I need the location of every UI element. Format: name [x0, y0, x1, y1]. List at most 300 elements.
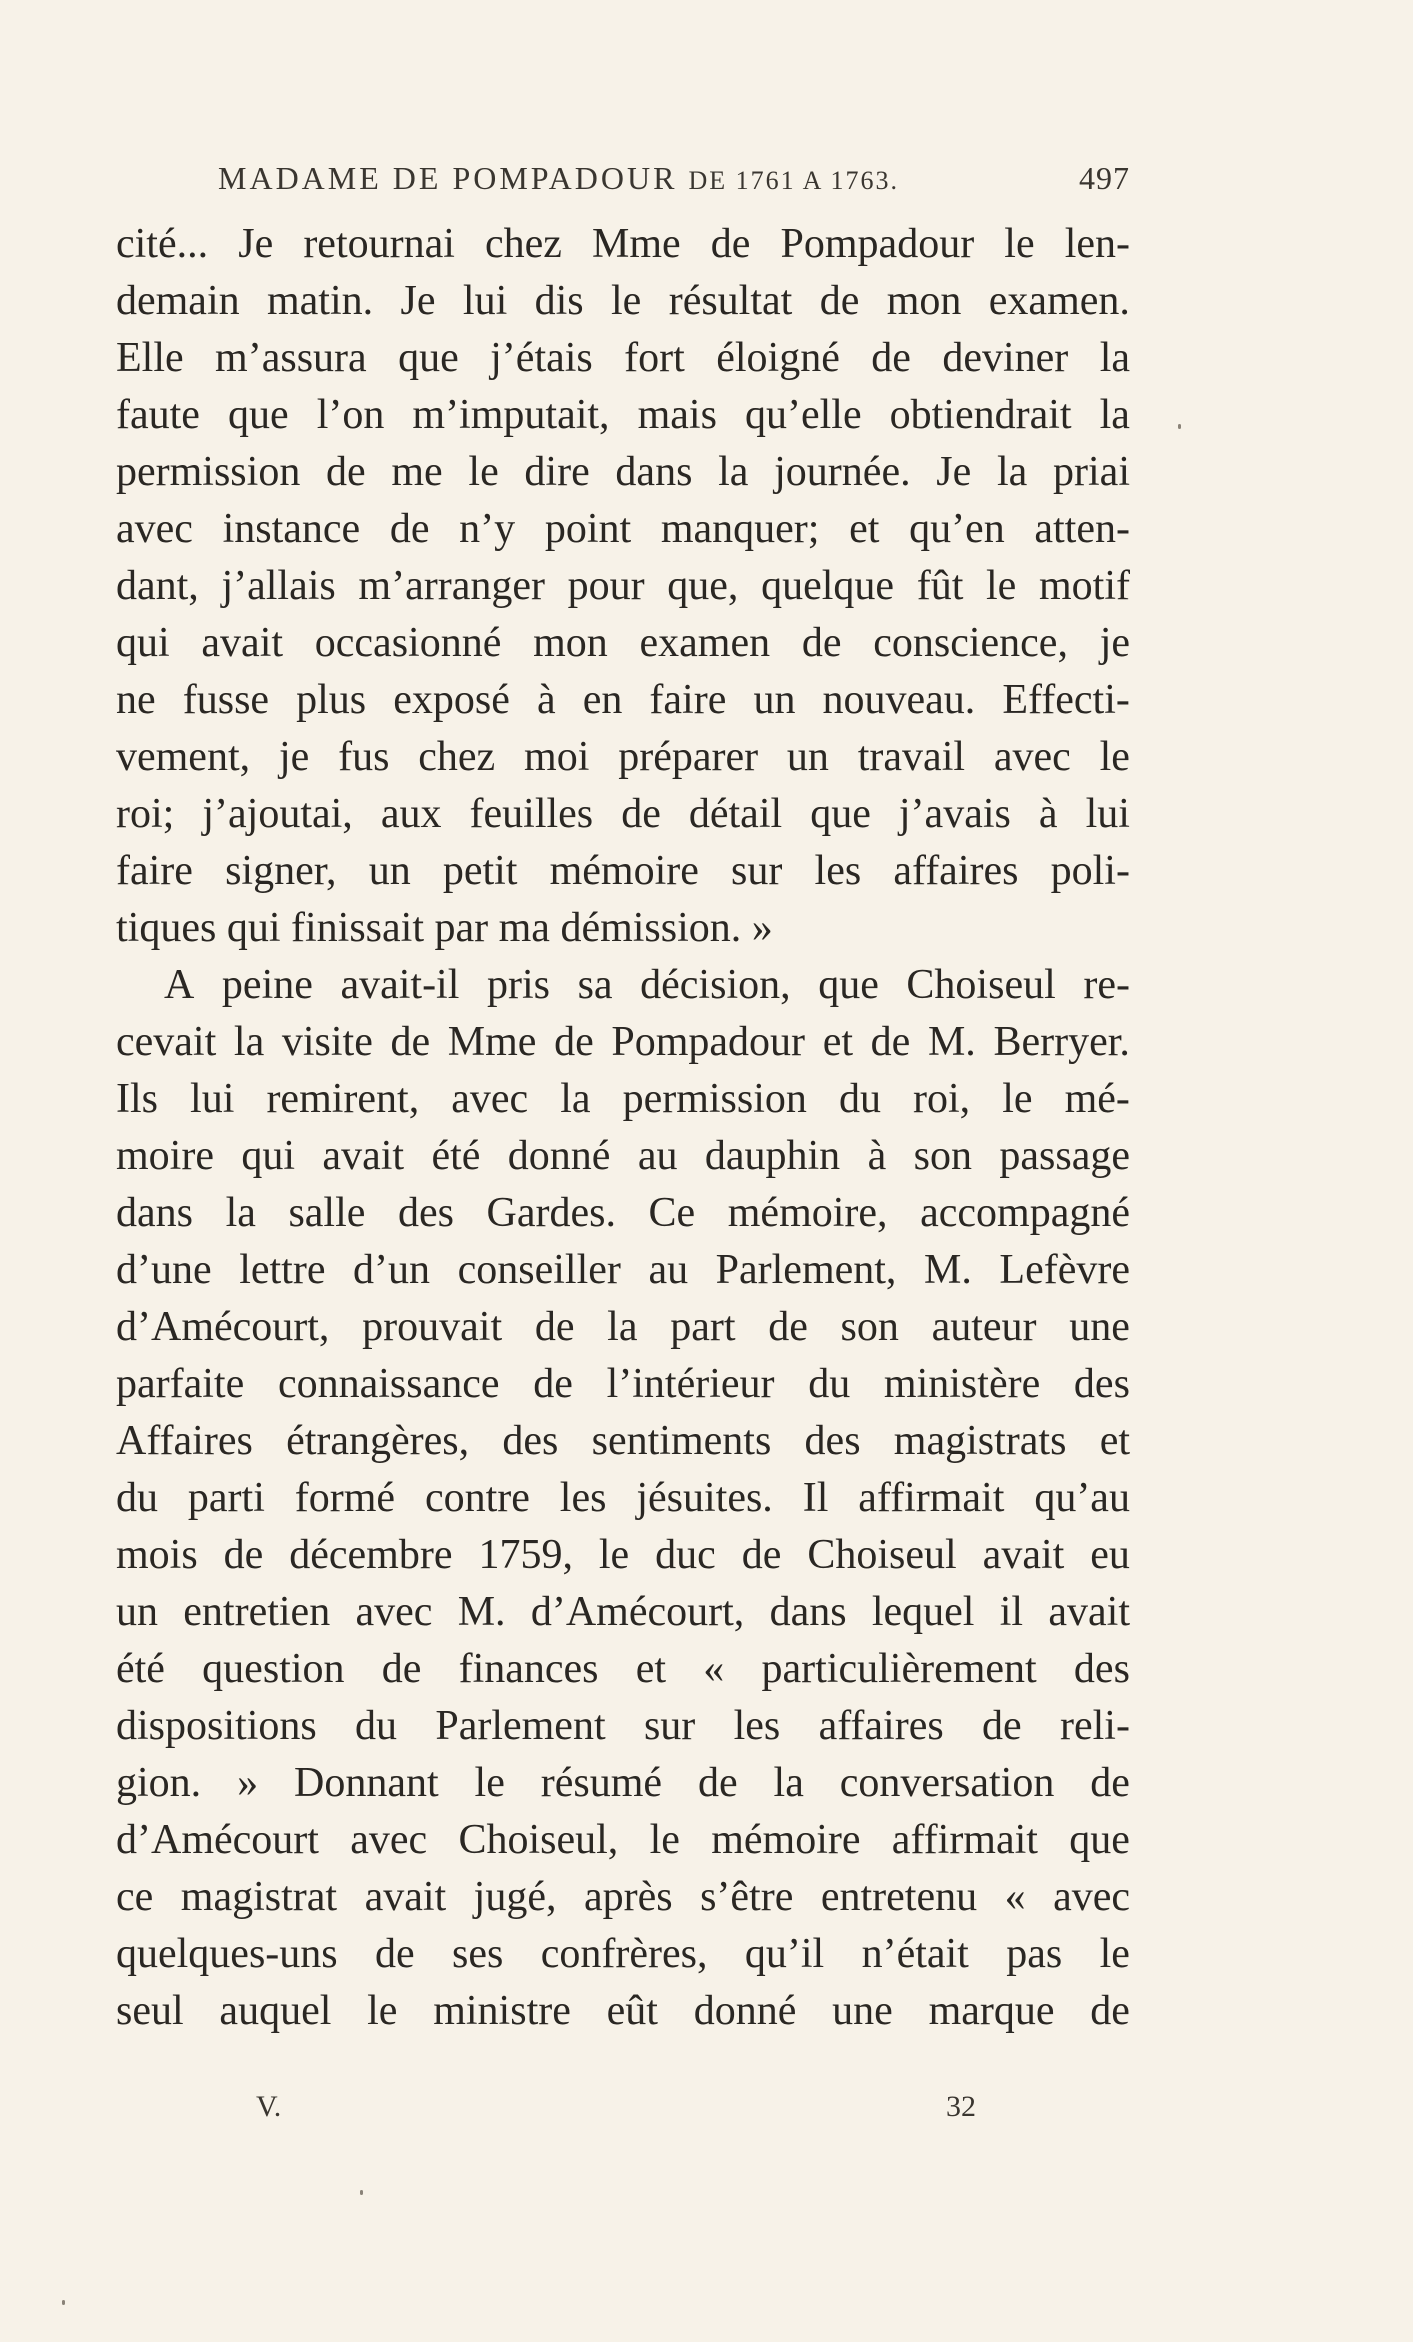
word: dis [534, 278, 584, 324]
word: pour [567, 563, 645, 609]
word: passage [999, 1133, 1130, 1179]
text-line [116, 1071, 1130, 1128]
word: faute [116, 392, 200, 438]
word: particulièrement [761, 1646, 1037, 1692]
word: la [997, 449, 1028, 495]
word: jésuites. [636, 1475, 773, 1521]
word: l’on [316, 392, 385, 438]
word: un [368, 848, 411, 894]
word: de [389, 506, 430, 552]
word: magistrat [180, 1874, 338, 1920]
text-line [116, 900, 1130, 957]
word: atten- [1034, 506, 1130, 552]
word: Parlement, [715, 1247, 897, 1293]
word: len- [1064, 221, 1130, 267]
word: ma [498, 905, 550, 951]
word: étrangères, [286, 1418, 470, 1464]
word: qu’au [1034, 1475, 1130, 1521]
word: avait-il [340, 962, 460, 1008]
word: mon [533, 620, 608, 666]
running-head-title [218, 160, 899, 197]
word: la [560, 1076, 591, 1122]
word: de [621, 791, 661, 837]
word: s’être [700, 1874, 794, 1920]
word: signer, [225, 848, 337, 894]
word: et [1099, 1418, 1130, 1464]
word: dans [116, 1190, 193, 1236]
word: une [832, 1988, 893, 2034]
word: manquer; [660, 506, 820, 552]
word: le [598, 1532, 630, 1578]
word: de [982, 1703, 1022, 1749]
word: affirmait [858, 1475, 1005, 1521]
word: au [648, 1247, 689, 1293]
running-head-title-main: MADAME DE POMPADOUR [218, 160, 689, 196]
word: avec [993, 734, 1071, 780]
word: de [1090, 1988, 1130, 2034]
word: que [818, 962, 879, 1008]
word: auquel [219, 1988, 332, 2034]
word: part [670, 1304, 736, 1350]
word: de [533, 1361, 573, 1407]
word: 1759, [478, 1532, 573, 1578]
word: le [611, 278, 642, 324]
word: parti [187, 1475, 265, 1521]
word: conversation [839, 1760, 1055, 1806]
word: le [367, 1988, 398, 2034]
word: ses [452, 1931, 504, 1977]
word: été [116, 1646, 165, 1692]
text-line [116, 501, 1130, 558]
word: sur [643, 1703, 696, 1749]
word: de [819, 278, 860, 324]
word: dire [524, 449, 590, 495]
word: point [544, 506, 632, 552]
word: de [534, 1304, 575, 1350]
word: connaissance [277, 1361, 500, 1407]
word: Pompadour [611, 1019, 806, 1065]
word: du [838, 1076, 881, 1122]
word: matin. [267, 278, 374, 324]
word: des [397, 1190, 454, 1236]
text-line [116, 1755, 1130, 1812]
word: M. [927, 1019, 976, 1065]
word: je [1099, 620, 1130, 666]
word: eût [606, 1988, 658, 2034]
paper-speck [360, 2190, 363, 2195]
body-text [116, 216, 1130, 2040]
word: n’y [459, 506, 516, 552]
word: des [1073, 1361, 1130, 1407]
word: feuilles [469, 791, 594, 837]
word: avec [451, 1076, 529, 1122]
word: conscience, [873, 620, 1068, 666]
word: motif [1038, 563, 1130, 609]
word: Mme [592, 221, 681, 267]
word: roi; [116, 791, 175, 837]
word: Affaires [116, 1418, 253, 1464]
word: une [1069, 1304, 1130, 1350]
word: dans [615, 449, 693, 495]
word: formé [294, 1475, 396, 1521]
word: de [768, 1304, 808, 1350]
word: je [278, 734, 310, 780]
word: que [398, 335, 459, 381]
text-line [116, 1299, 1130, 1356]
text-line [116, 1413, 1130, 1470]
word: qui [226, 905, 281, 951]
word: sur [731, 848, 783, 894]
word: Il [802, 1475, 829, 1521]
word: mé- [1064, 1076, 1130, 1122]
text-line [116, 729, 1130, 786]
word: le [1004, 221, 1035, 267]
word: plus [296, 677, 367, 723]
word: résultat [668, 278, 793, 324]
word: donné [693, 1988, 797, 2034]
word: décembre [289, 1532, 453, 1578]
word: entretenu [820, 1874, 978, 1920]
word: Choiseul, [458, 1817, 619, 1863]
word: lequel [871, 1589, 975, 1635]
word: roi, [913, 1076, 971, 1122]
word: il [999, 1589, 1024, 1635]
word: avait [364, 1874, 447, 1920]
word: de [381, 1646, 422, 1692]
word: demain [116, 278, 240, 324]
paper-speck [62, 2300, 65, 2305]
word: qu’en [909, 506, 1005, 552]
word: eu [1090, 1532, 1130, 1578]
word: avait [1048, 1589, 1130, 1635]
word: et [635, 1646, 667, 1692]
word: nouveau. [822, 677, 976, 723]
word: j’avais [898, 791, 1011, 837]
word: qui [116, 620, 170, 666]
word: lui [462, 278, 508, 324]
word: le [1002, 1076, 1033, 1122]
word: obtiendrait [889, 392, 1072, 438]
word: la [1099, 392, 1130, 438]
word: affirmait [891, 1817, 1038, 1863]
word: salle [288, 1190, 366, 1236]
text-line [116, 786, 1130, 843]
word: Mme [447, 1019, 537, 1065]
word: avait [322, 1133, 405, 1179]
word: des [804, 1418, 861, 1464]
word: Effecti- [1002, 677, 1130, 723]
word: détail [688, 791, 783, 837]
word: m’assura [215, 335, 367, 381]
word: Je [238, 221, 274, 267]
word: affaires [818, 1703, 944, 1749]
text-line [116, 1812, 1130, 1869]
word: été [431, 1133, 481, 1179]
word: d’une [116, 1247, 212, 1293]
word: au [637, 1133, 678, 1179]
word: et [822, 1019, 853, 1065]
word: la [233, 1019, 265, 1065]
word: du [355, 1703, 398, 1749]
word: mémoire [711, 1817, 861, 1863]
word: chez [418, 734, 496, 780]
word: prouvait [362, 1304, 503, 1350]
word: aux [380, 791, 442, 837]
word: journée. [774, 449, 911, 495]
text-line [116, 1356, 1130, 1413]
word: question [202, 1646, 345, 1692]
text-line [116, 1698, 1130, 1755]
word: la [773, 1760, 804, 1806]
text-line [116, 615, 1130, 672]
text-line [116, 957, 1130, 1014]
word: quelques-uns [116, 1931, 338, 1977]
word: l’intérieur [606, 1361, 775, 1407]
word: un [753, 677, 796, 723]
word: d’Amécourt [116, 1817, 319, 1863]
word: vement, [116, 734, 251, 780]
text-line [116, 216, 1130, 273]
word: Gardes. [486, 1190, 616, 1236]
word: mon [886, 278, 962, 324]
word: poli- [1050, 848, 1130, 894]
word: accompagné [920, 1190, 1130, 1236]
word: examen [639, 620, 771, 666]
signature-mark: 32 [946, 2090, 976, 2123]
word: mémoire, [727, 1190, 888, 1236]
word: sa [577, 962, 613, 1008]
word: j’allais [221, 563, 336, 609]
word: moi [524, 734, 590, 780]
word: travail [857, 734, 966, 780]
word: contre [424, 1475, 530, 1521]
word: le [1099, 1931, 1130, 1977]
text-line [116, 1641, 1130, 1698]
text-line [116, 1527, 1130, 1584]
word: finissait [291, 905, 424, 951]
word: permission [622, 1076, 807, 1122]
word: Je [936, 449, 972, 495]
word: j’étais [490, 335, 593, 381]
word: reli- [1059, 1703, 1130, 1749]
word: ce [116, 1874, 154, 1920]
word: pas [1006, 1931, 1063, 1977]
word: du [808, 1361, 851, 1407]
word: affaires [893, 848, 1019, 894]
word: par [434, 905, 489, 951]
word: permission [116, 449, 301, 495]
word: Lefèvre [999, 1247, 1130, 1293]
word: fusse [182, 677, 270, 723]
text-line [116, 1242, 1130, 1299]
word: que [228, 392, 289, 438]
word: le [649, 1817, 680, 1863]
word: le [986, 563, 1017, 609]
word: et [849, 506, 880, 552]
word: fût [916, 563, 964, 609]
page-footer [116, 2090, 1130, 2130]
word: deviner [942, 335, 1069, 381]
word: duc [655, 1532, 716, 1578]
word: donné [507, 1133, 611, 1179]
word: à [1038, 791, 1058, 837]
word: fort [624, 335, 685, 381]
word: cité... [116, 221, 209, 267]
word: tiques [116, 905, 217, 951]
word: Je [400, 278, 436, 324]
word: priai [1053, 449, 1130, 495]
word: de [697, 1760, 738, 1806]
word: fus [338, 734, 390, 780]
word: le [468, 449, 499, 495]
word: les [733, 1703, 781, 1749]
word: ministre [433, 1988, 571, 2034]
word: avec [116, 506, 193, 552]
word: d’Amécourt, [530, 1589, 745, 1635]
word: lui [190, 1076, 235, 1122]
word: faire [649, 677, 727, 723]
word: Ils [116, 1076, 158, 1122]
word: un [786, 734, 829, 780]
word: Berryer. [993, 1019, 1130, 1065]
word: des [1073, 1646, 1130, 1692]
word: du [116, 1475, 158, 1521]
word: dispositions [116, 1703, 317, 1749]
word: pris [486, 962, 550, 1008]
text-line [116, 843, 1130, 900]
word: m’imputait, [412, 392, 610, 438]
word: M. [457, 1589, 506, 1635]
text-line [116, 1128, 1130, 1185]
word: avait [982, 1532, 1065, 1578]
word: dauphin [704, 1133, 841, 1179]
word: me [391, 449, 443, 495]
word: que [810, 791, 871, 837]
word: ministère [883, 1361, 1041, 1407]
word: résumé [540, 1760, 663, 1806]
word: re- [1083, 962, 1130, 1008]
word: éloigné [716, 335, 840, 381]
word: Ce [648, 1190, 696, 1236]
word: Parlement [435, 1703, 606, 1749]
text-line [116, 1185, 1130, 1242]
word: examen. [988, 278, 1130, 324]
text-line [116, 1869, 1130, 1926]
word: décision, [640, 962, 791, 1008]
word: petit [442, 848, 518, 894]
word: à [867, 1133, 887, 1179]
word: un [116, 1589, 158, 1635]
word: chez [485, 221, 562, 267]
word: marque [928, 1988, 1055, 2034]
word: peine [221, 962, 313, 1008]
word: le [474, 1760, 505, 1806]
word: entretien [183, 1589, 331, 1635]
word: avait [201, 620, 284, 666]
word: de [554, 1019, 594, 1065]
word: de [223, 1532, 264, 1578]
word: mais [637, 392, 717, 438]
word: de [375, 1931, 415, 1977]
word: qu’il [744, 1931, 825, 1977]
word: » [751, 905, 773, 951]
word: A [164, 962, 195, 1008]
word: de [1090, 1760, 1130, 1806]
word: sentiments [591, 1418, 772, 1464]
text-line [116, 672, 1130, 729]
word: son [840, 1304, 899, 1350]
paper-speck [1178, 424, 1181, 429]
word: à [536, 677, 556, 723]
word: cevait [116, 1019, 217, 1065]
text-line [116, 330, 1130, 387]
word: Pompadour [780, 221, 975, 267]
word: parfaite [116, 1361, 245, 1407]
word: de [326, 449, 366, 495]
word: instance [222, 506, 361, 552]
word: Choiseul [906, 962, 1056, 1008]
word: lettre [239, 1247, 326, 1293]
word: mémoire [549, 848, 699, 894]
word: préparer [618, 734, 759, 780]
text-line [116, 444, 1130, 501]
word: la [607, 1304, 638, 1350]
word: m’arranger [358, 563, 545, 609]
word: moire [116, 1133, 214, 1179]
word: Choiseul [807, 1532, 957, 1578]
word: que, [667, 563, 739, 609]
word: exposé [393, 677, 510, 723]
word: Elle [116, 335, 184, 381]
word: « [1004, 1874, 1026, 1920]
word: auteur [931, 1304, 1037, 1350]
volume-mark: V. [256, 2090, 282, 2123]
word: que [1069, 1817, 1130, 1863]
running-head [218, 160, 1130, 200]
word: le [1099, 734, 1130, 780]
word: avec [355, 1589, 433, 1635]
word: son [913, 1133, 972, 1179]
word: des [502, 1418, 559, 1464]
word: retournai [303, 221, 455, 267]
word: gion. [116, 1760, 202, 1806]
word: en [582, 677, 623, 723]
word: M. [924, 1247, 972, 1293]
text-line [116, 1926, 1130, 1983]
page-number: 497 [1079, 160, 1130, 196]
text-line [116, 1014, 1130, 1071]
word: quelque [761, 563, 895, 609]
word: j’ajoutai, [202, 791, 353, 837]
text-line [116, 1983, 1130, 2040]
word: conseiller [457, 1247, 621, 1293]
word: n’était [861, 1931, 969, 1977]
word: dant, [116, 563, 199, 609]
word: mois [116, 1532, 198, 1578]
word: de [870, 1019, 911, 1065]
text-line [116, 273, 1130, 330]
text-line [116, 1584, 1130, 1641]
word: dans [769, 1589, 847, 1635]
word: « [703, 1646, 725, 1692]
word: de [390, 1019, 431, 1065]
word: » [237, 1760, 259, 1806]
word: avec [350, 1817, 428, 1863]
word: de [871, 335, 911, 381]
word: la [718, 449, 749, 495]
word: occasionné [314, 620, 502, 666]
word: faire [116, 848, 193, 894]
